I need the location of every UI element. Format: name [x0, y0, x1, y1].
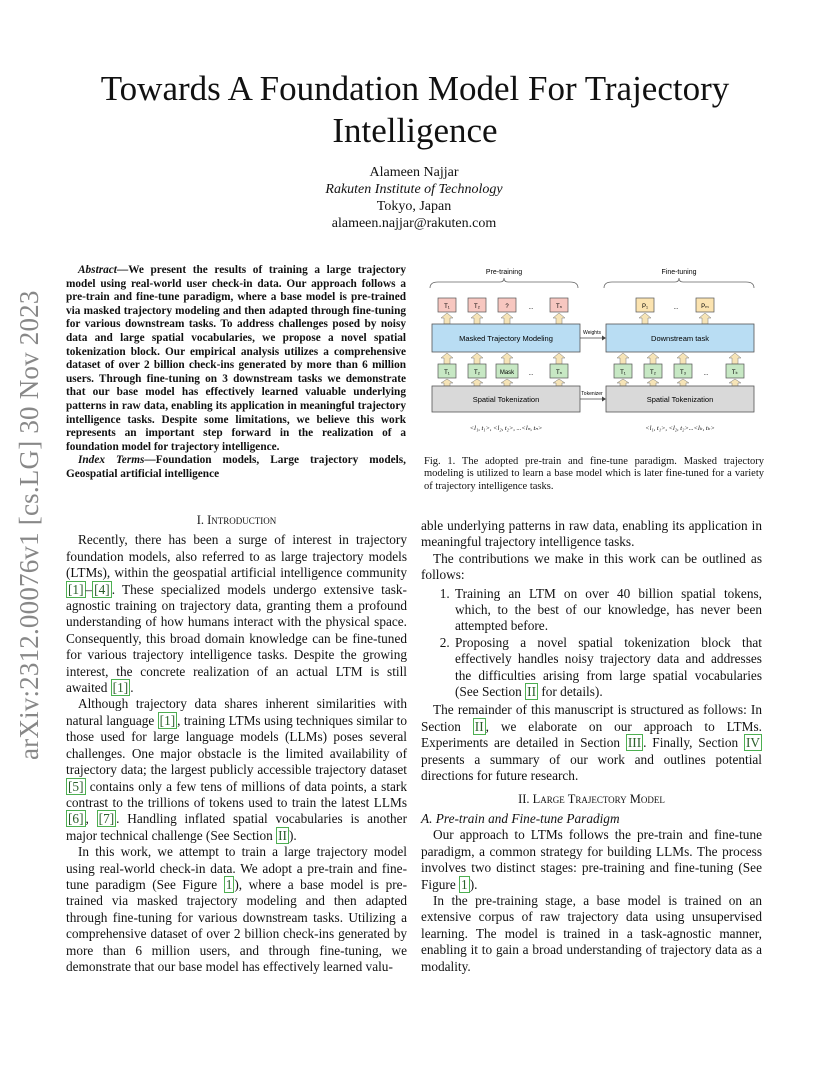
citation-link[interactable]: [5] [68, 778, 84, 794]
abstract-label: Abstract [78, 264, 117, 276]
pt-bottom-token-1-label: T₁ [444, 370, 450, 376]
section-link[interactable]: II [527, 684, 537, 700]
arrows-row-2 [441, 353, 741, 364]
author-location: Tokyo, Japan [376, 199, 452, 214]
ft-spatial-tokenization-label: Spatial Tokenization [646, 395, 714, 404]
continued-paragraph: able underlying patterns in raw data, enabling its application in meaningful trajectory intelligence tasks. [421, 518, 762, 550]
ft-bottom-tokens [614, 364, 744, 378]
abstract-text: —We present the results of training a large trajectory model using real-world user check-in data. Our approach follows a pre-train and fine-tune paradigm, where a base model is pre-trained via masked trajectory modeling and then adapted through fine-tuning for various downstream tasks. To address challenges posed by noisy data and large spatial vocabularies, we propose a novel spatial tokenization block. Our empirical analysis utilizes a comprehensive dataset of over 2 billion check-ins generated by more than 6 million users. Through fine-tuning on 3 downstream tasks we demonstrate that our base model has effectively learned valuable underlying patterns in raw data, enabling its application in meaningful trajectory intelligence tasks. Despite some limitations, we believe this work represents an important step forward in the realization of a foundation model for trajectory intelligence. [66, 264, 406, 453]
subsection-a-heading: A. Pre-train and Fine-tune Paradigm [421, 810, 620, 826]
figure-link[interactable]: 1 [461, 876, 468, 892]
abstract [66, 264, 406, 482]
author-name: Alameen Najjar [369, 165, 459, 180]
pt-top-token-2-label: T₂ [474, 304, 480, 310]
paper-title [60, 68, 770, 152]
intro-paragraph-1: Recently, there has been a surge of interest in trajectory foundation models, also referred to as large trajectory models (LTMs), within the geospatial artificial intelligence community [1] – [4] . These specialized models undergo extensive task-agnostic training on trajectory data, granting them a profound understanding of how humans interact with the physical space. Consequently, this broad domain knowledge can be fine-tuned for various trajectory intelligence tasks. Despite the growing interest, the concrete realization of an actual LTM is still awaited [1] . [66, 532, 407, 696]
index-terms-label: Index Terms [78, 454, 145, 467]
ft-bottom-token-2-label: T₂ [650, 370, 656, 376]
pt-top-token-n-label: Tₙ [555, 304, 563, 310]
left-column [66, 512, 407, 975]
ft-bottom-ellipsis: ... [703, 371, 709, 377]
author-email[interactable]: alameen.najjar@rakuten.com [331, 216, 497, 231]
pt-spatial-tokenization-label: Spatial Tokenization [472, 395, 540, 404]
section-link[interactable]: III [627, 735, 642, 751]
ft-bottom-token-k-label: Tₖ [731, 370, 739, 376]
ft-top-token-m-label: Pₘ [701, 304, 709, 310]
pt-bottom-ellipsis: ... [528, 371, 534, 377]
arrows-row-3 [441, 379, 741, 386]
index-terms-text: —Foundation models, Large trajectory models, Geospatial artificial intelligence [66, 454, 406, 480]
contributions-intro: The contributions we make in this work can be outlined as follows: [421, 550, 762, 583]
contribution-item-1: 1. Training an LTM on over 40 billion spatial tokens, which, to the best of our knowledge, has never been attempted before. [453, 586, 762, 635]
author-affiliation: Rakuten Institute of Technology [325, 182, 503, 197]
arxiv-stamp: arXiv:2312.00076v1 [cs.LG] 30 Nov 2023 [14, 290, 44, 760]
pt-bottom-mask-label: Mask [499, 370, 515, 376]
citation-link[interactable]: [4] [94, 581, 110, 597]
intro-paragraph-3: In this work, we attempt to train a large trajectory model using real-world check-in data. We adopt a pre-train and fine-tune paradigm (See Figure 1 ), where a base model is pre-trained via masked trajectory modeling and then adapted through fine-tuning for various downstream tasks. Utilizing a comprehensive dataset of over 2 billion check-ins generated by more than 6 million users, and through fine-tuning, we demonstrate that our base model has effectively learned valu- [66, 844, 407, 974]
finetuning-brace [604, 278, 754, 288]
tokenizer-arrow-head [602, 397, 606, 402]
downstream-task-label: Downstream task [651, 334, 709, 343]
pt-top-ellipsis: ... [528, 305, 534, 311]
figure-1 [424, 262, 766, 442]
right-column [421, 518, 762, 975]
citation-link[interactable]: [6] [68, 811, 84, 827]
ft-input-sequence: <l₁, t₁>, <l₂, t₂>...<lₖ, tₖ> [645, 425, 715, 432]
citation-link[interactable]: [1] [112, 680, 129, 696]
figure-1-caption: Fig. 1. The adopted pre-train and fine-tune paradigm. Masked trajectory modeling is utilized to learn a base model which is later fine-tuned for a variety of trajectory intelligence tasks. [424, 456, 764, 492]
section-link[interactable]: II [474, 718, 484, 734]
arrows-row-1 [441, 313, 711, 324]
section-link[interactable]: IV [745, 735, 760, 751]
ft-top-ellipsis: ... [673, 305, 679, 311]
section-2a-paragraph-2: In the pre-training stage, a base model is trained on an extensive corpus of raw trajectory data using unsupervised learning. The model is trained in a task-agnostic manner, enabling it to gain a broad understanding of trajectory data as a modality. [421, 892, 762, 974]
weights-arrow-head [602, 336, 606, 341]
title-line-2: Intelligence [332, 111, 498, 150]
remainder-paragraph: The remainder of this manuscript is structured as follows: In Section II , we elaborate on our approach to LTMs. Experiments are detailed in Section III . Finally, Section IV presents a summary of our work and outlines potential directions for future research. [421, 702, 762, 784]
title-line-1: Towards A Foundation Model For Trajectory [100, 69, 730, 108]
figure-link[interactable]: 1 [225, 876, 233, 892]
contribution-item-2: 2. Proposing a novel spatial tokenization block that effectively handles noisy trajectory data and addresses the difficulties arising from large spatial vocabularies (See Section II for details). [453, 635, 762, 701]
citation-link[interactable]: [1] [68, 581, 84, 597]
pt-bottom-token-2-label: T₂ [474, 370, 480, 376]
ft-bottom-token-1-label: T₁ [620, 370, 626, 376]
pt-top-token-1-label: T₁ [444, 304, 450, 310]
pt-top-token-3-label: ? [505, 304, 509, 310]
contributions-list [421, 586, 762, 701]
pt-input-sequence: <l₁, t₁>, <l₂, t₂>, ...<lₙ, tₙ> [469, 425, 543, 432]
tokenizer-label: Tokenizer [581, 391, 603, 397]
ft-top-tokens [636, 298, 714, 312]
section-1-heading: I. Introduction [196, 513, 277, 527]
pt-bottom-token-n-label: Tₙ [555, 370, 563, 376]
ft-bottom-token-3-label: T₃ [679, 370, 687, 376]
section-link[interactable]: II [278, 827, 287, 843]
pretraining-label: Pre-training [485, 269, 523, 276]
finetuning-label: Fine-tuning [661, 269, 697, 276]
masked-trajectory-label: Masked Trajectory Modeling [459, 334, 553, 343]
pt-bottom-tokens [438, 364, 568, 378]
pretraining-brace [430, 278, 578, 288]
pt-top-tokens [438, 298, 568, 312]
citation-link[interactable]: [1] [159, 712, 176, 728]
section-2-heading: II. Large Trajectory Model [518, 791, 665, 806]
citation-link[interactable]: [7] [98, 811, 115, 827]
intro-paragraph-2: Although trajectory data shares inherent similarities with natural language [1] , training LTMs using techniques similar to those used for large language models (LLMs) poses several challenges. One major obstacle is the limited availability of trajectory data; the largest publicly accessible trajectory dataset [5] contains only a few tens of millions of data points, a stark contrast to the trillions of tokens used to train the latest LLMs [6] , [7] . Handling inflated spatial vocabularies is another major technical challenge (See Section II ). [66, 696, 407, 843]
section-2a-paragraph-1: Our approach to LTMs follows the pre-train and fine-tune paradigm, a common strategy for building LLMs. The process involves two distinct stages: pre-training and fine-tuning (See Figure 1 ). [421, 827, 762, 892]
ft-top-token-1-label: P₁ [641, 304, 649, 310]
weights-label: Weights [583, 330, 601, 336]
